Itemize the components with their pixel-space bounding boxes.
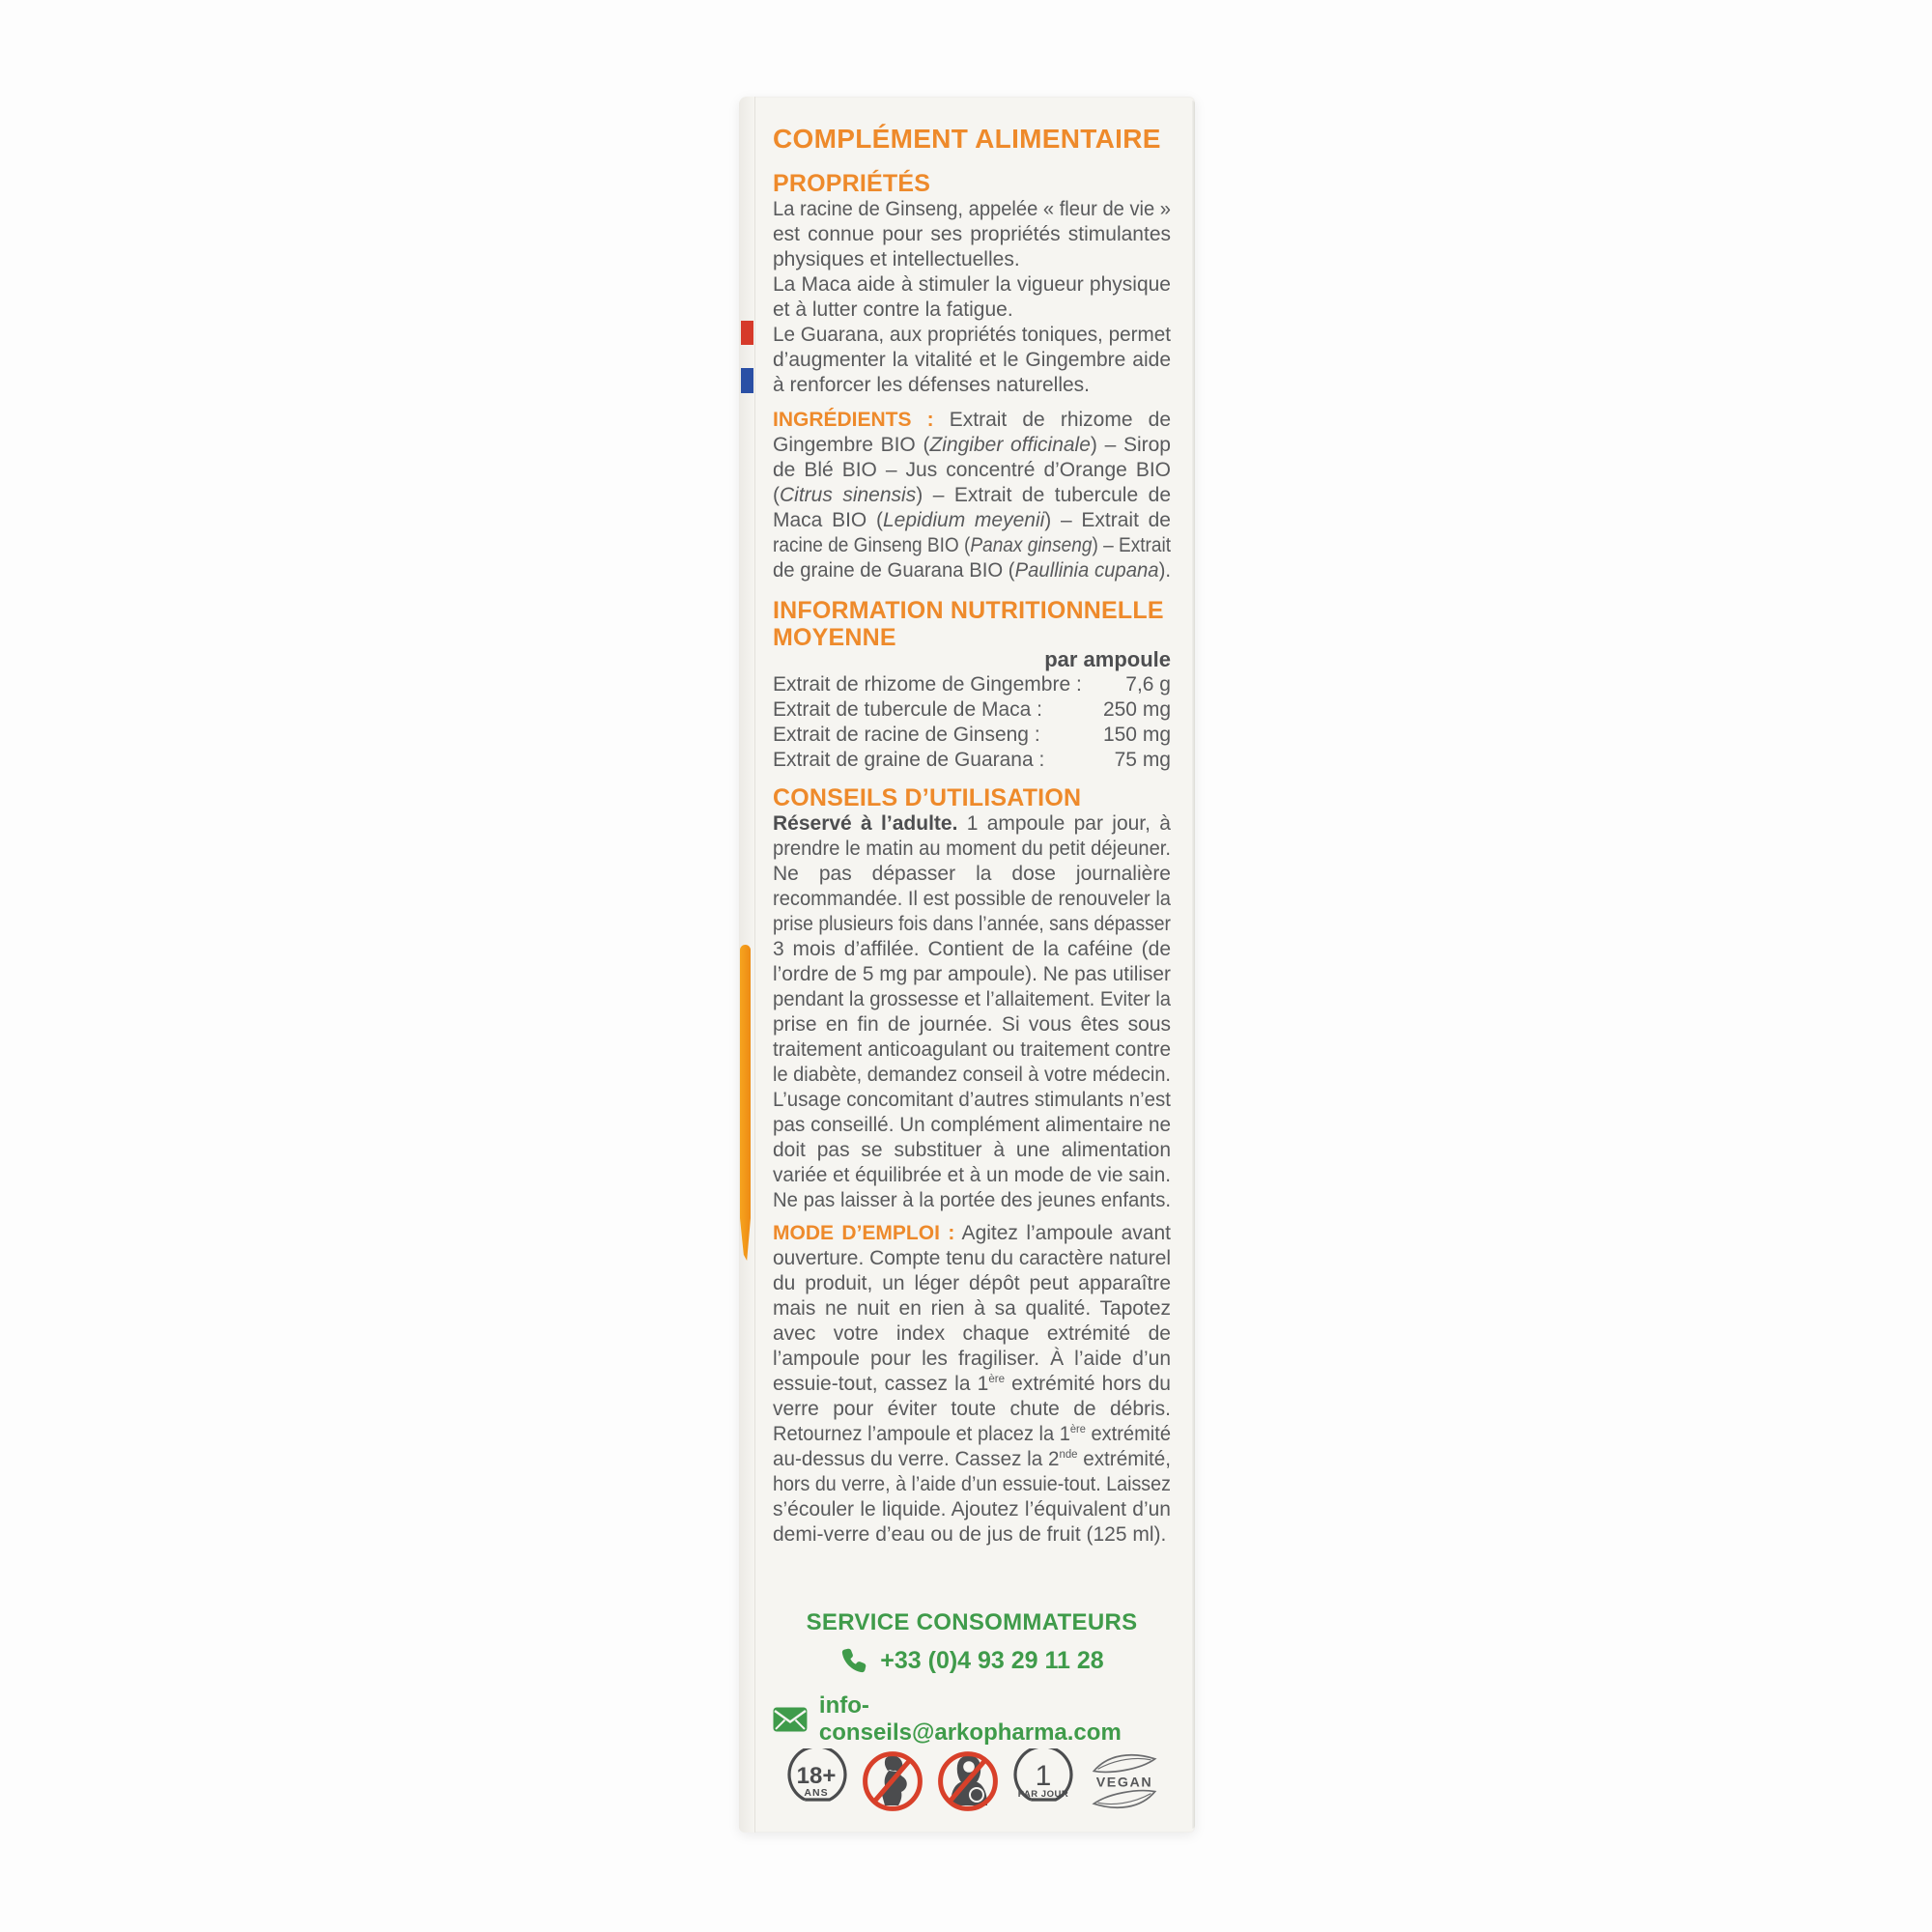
section-heading-nutrition [773,597,1171,651]
age-18-plus-icon [786,1748,848,1814]
no-breastfeeding-icon [937,1748,999,1814]
side-stripe-orange [740,945,751,1218]
box-right-edge [1192,100,1195,1829]
age-ans-label: ANS [804,1787,829,1799]
nutrition-label: Extrait de tubercule de Maca : [773,698,1042,721]
nutrition-heading-line1: INFORMATION NUTRITIONNELLE [773,597,1164,624]
nutrition-value: 150 mg [1102,724,1171,746]
nutrition-row [773,723,1171,748]
conseils-text: Réservé à l’adulte. 1 ampoule par jour, à prendre le matin au moment du petit déjeuner. Ne pas dépasser la dose journalière recommandée. Il est possible de renouveler la prise plusieurs fois dans l’année, sans dépasser 3 mois d’affilée. Contient de la caféine (de l’ordre de 5 mg par ampoule). Ne pas utiliser pendant la grossesse et l’allaitement. Eviter la prise en fin de journée. Si vous êtes sous traitement anticoagulant ou traitement contre le diabète, demandez conseil à votre médecin. L’usage concomitant d’autres stimulants n’est pas conseillé. Un complément alimentaire ne doit pas se substituer à une alimentation variée et équilibrée et à un mode de vie sain. Ne pas laisser à la portée des jeunes enfants. [773,812,1171,1211]
vegan-icon [1088,1749,1161,1813]
email-icon [773,1707,808,1732]
nutrition-heading-line2: MOYENNE [773,624,896,651]
nutrition-table [773,672,1171,773]
one-per-day-icon [1012,1748,1074,1814]
nutrition-value: 75 mg [1114,749,1171,771]
print-mark-blue [741,368,753,393]
no-pregnancy-icon [862,1748,923,1814]
section-heading-proprietes: PROPRIÉTÉS [773,170,931,197]
pictogram-row [786,1748,1184,1814]
nutrition-label: Extrait de racine de Ginseng : [773,724,1040,746]
nutrition-value: 250 mg [1102,698,1171,721]
vegan-label: VEGAN [1095,1775,1153,1791]
email-address: info-conseils@arkopharma.com [818,1692,1122,1746]
mode-emploi-text: MODE D’EMPLOI : Agitez l’ampoule avant ouverture. Compte tenu du caractère naturel du produit, un léger dépôt peut apparaître mais ne nuit en rien à sa qualité. Tapotez avec votre index chaque extrémité de l’ampoule pour les fragiliser. À l’aide d’un essuie-tout, cassez la 1ère extrémité hors du verre pour éviter toute chute de débris. Retournez l’ampoule et placez la 1ère extrémité au-dessus du verre. Cassez la 2nde extrémité, hors du verre, à l’aide d’un essuie-tout. Laissez s’écouler le liquide. Ajoutez l’équivalent d’un demi-verre d’eau ou de jus de fruit (125 ml). [773,1222,1171,1546]
dose-1-label: 1 [1035,1760,1052,1792]
panel-title: COMPLÉMENT ALIMENTAIRE [773,124,1161,154]
age-18-label: 18+ [796,1763,837,1789]
nutrition-row [773,672,1171,697]
product-box-back-panel [739,97,1195,1833]
phone-row [773,1646,1171,1675]
nutrition-row [773,748,1171,773]
nutrition-row [773,697,1171,723]
nutrition-column-header: par ampoule [1044,647,1171,671]
nutrition-label: Extrait de graine de Guarana : [773,749,1045,771]
phone-icon [839,1646,868,1675]
service-consommateurs-heading: SERVICE CONSOMMATEURS [806,1609,1138,1635]
proprietes-text: La racine de Ginseng, appelée « fleur de vie » est connue pour ses propriétés stimulantes physiques et intellectuelles. La Maca aide à stimuler la vigueur physique et à lutter contre la fatigue. Le Guarana, aux propriétés toniques, permet d’augmenter la vitalité et le Gingembre aide à renforcer les défenses naturelles. [773,198,1171,396]
email-row [773,1692,1171,1747]
box-fold-line [754,97,755,1833]
dose-par-jour-label: PAR JOUR [1017,1789,1069,1800]
section-heading-conseils: CONSEILS D’UTILISATION [773,784,1082,811]
nutrition-label: Extrait de rhizome de Gingembre : [773,673,1082,696]
print-mark-red [741,321,753,345]
phone-number: +33 (0)4 93 29 11 28 [880,1646,1104,1674]
ingredients-text: INGRÉDIENTS : Extrait de rhizome de Gingembre BIO (Zingiber officinale) – Sirop de Blé BIO – Jus concentré d’Orange BIO (Citrus sinensis) – Extrait de tubercule de Maca BIO (Lepidium meyenii) – Extrait de racine de Ginseng BIO (Panax ginseng) – Extrait de graine de Guarana BIO (Paullinia cupana). [773,409,1172,582]
nutrition-value: 7,6 g [1125,673,1171,696]
